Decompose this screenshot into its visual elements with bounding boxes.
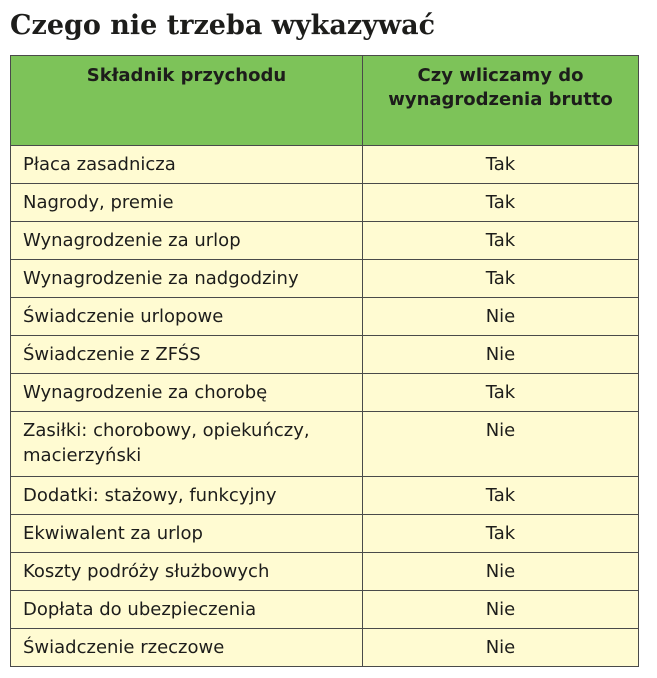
included-cell: Tak: [363, 515, 639, 553]
table-row: [11, 184, 639, 222]
component-cell: Wynagrodzenie za chorobę: [11, 374, 363, 412]
table-row: [11, 477, 639, 515]
column-header-included-label: Czy wliczamy do wynagrodzenia brutto: [388, 65, 613, 110]
table-row: [11, 222, 639, 260]
column-header-component-label: Składnik przychodu: [86, 65, 287, 86]
included-cell: Tak: [363, 477, 639, 515]
component-cell: Płaca zasadnicza: [11, 146, 363, 184]
component-cell: Świadczenie urlopowe: [11, 298, 363, 336]
table-row: [11, 374, 639, 412]
component-cell: [11, 412, 363, 477]
included-cell: Nie: [363, 298, 639, 336]
income-components-table: [10, 55, 639, 667]
component-cell: Nagrody, premie: [11, 184, 363, 222]
table-row: [11, 412, 639, 477]
column-header-included: [363, 56, 639, 146]
included-cell: Nie: [363, 629, 639, 667]
component-cell: Ekwiwalent za urlop: [11, 515, 363, 553]
table-row: [11, 515, 639, 553]
table-row: [11, 260, 639, 298]
included-cell: Tak: [363, 184, 639, 222]
included-cell: [363, 412, 639, 477]
table-row: [11, 146, 639, 184]
included-cell: Tak: [363, 146, 639, 184]
included-cell: Tak: [363, 260, 639, 298]
component-cell: Dopłata do ubezpieczenia: [11, 591, 363, 629]
component-cell: Koszty podróży służbowych: [11, 553, 363, 591]
table-row: [11, 298, 639, 336]
component-cell: Świadczenie rzeczowe: [11, 629, 363, 667]
included-cell: Tak: [363, 222, 639, 260]
component-cell: Wynagrodzenie za urlop: [11, 222, 363, 260]
component-cell-text: Zasiłki: chorobowy, opiekuńczy, macierzyński: [23, 420, 310, 466]
page-title: Czego nie trzeba wykazywać: [10, 10, 436, 41]
component-cell: Świadczenie z ZFŚS: [11, 336, 363, 374]
table-row: [11, 629, 639, 667]
component-cell: Dodatki: stażowy, funkcyjny: [11, 477, 363, 515]
included-cell: Nie: [363, 336, 639, 374]
column-header-component: [11, 56, 363, 146]
included-cell: Tak: [363, 374, 639, 412]
component-cell: Wynagrodzenie za nadgodziny: [11, 260, 363, 298]
table-row: [11, 336, 639, 374]
included-cell: Nie: [363, 553, 639, 591]
table-header-row: [11, 56, 639, 146]
table-row: [11, 591, 639, 629]
included-cell-text: Nie: [485, 420, 516, 441]
included-cell: Nie: [363, 591, 639, 629]
table-row: [11, 553, 639, 591]
